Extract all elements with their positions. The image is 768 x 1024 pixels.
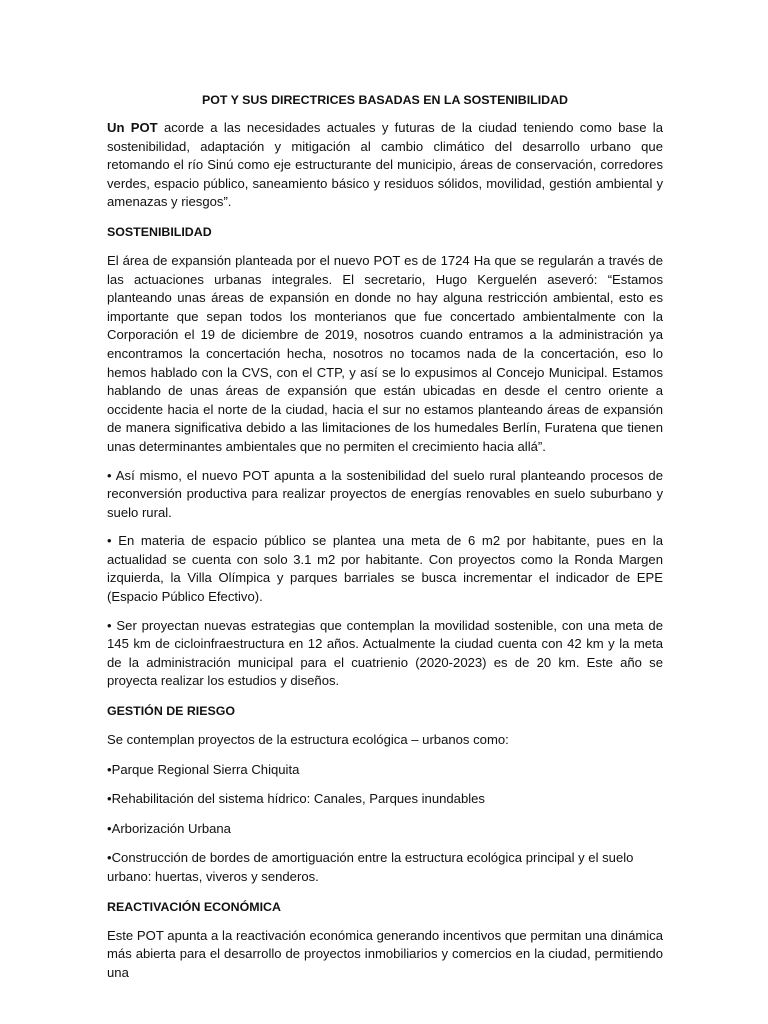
sostenibilidad-bullet-espacio-publico: • En materia de espacio público se plantea una meta de 6 m2 por habitante, pues en la actualidad se cuenta con solo 3.1 m2 por habitante. Con proyectos como la Ronda Margen izquierda, la Villa Olímpica y parques barriales se busca incrementar el indicador de EPE (Espacio Público Efectivo). bbox=[107, 533, 663, 605]
reactivacion-paragraph: Este POT apunta a la reactivación económica generando incentivos que permitan una dinámica más abierta para el desarrollo de proyectos inmobiliarios y comercios en la ciudad, permitiendo una bbox=[107, 927, 663, 980]
document-title: POT Y SUS DIRECTRICES BASADAS EN LA SOSTENIBILIDAD bbox=[201, 93, 569, 107]
section-heading-reactivacion: REACTIVACIÓN ECONÓMICA bbox=[107, 899, 281, 914]
gestion-riesgo-item: •Construcción de bordes de amortiguación entre la estructura ecológica principal y el suelo urbano: huertas, viveros y senderos. bbox=[107, 850, 634, 884]
gestion-riesgo-item: •Parque Regional Sierra Chiquita bbox=[107, 761, 300, 777]
intro-lead: Un POT bbox=[107, 120, 158, 135]
sostenibilidad-bullet-movilidad: • Ser proyectan nuevas estrategias que contemplan la movilidad sostenible, con una meta de 145 km de cicloinfraestructura en 12 años. Actualmente la ciudad cuenta con 42 km y la meta de la administración municipal para el cuatrienio (2020-2023) es de 20 km. Este año se proyecta realizar los estudios y diseños. bbox=[107, 617, 663, 689]
section-heading-gestion-riesgo: GESTIÓN DE RIESGO bbox=[107, 704, 236, 719]
intro-text: acorde a las necesidades actuales y futuras de la ciudad teniendo como base la sostenibilidad, adaptación y mitigación al cambio climático del desarrollo urbano que retomando el río Sinú como eje estructurante del municipio, áreas de conservación, corredores verdes, espacio público, saneamiento básico y residuos sólidos, movilidad, gestión ambiental y amenazas y riesgos”. bbox=[107, 120, 663, 210]
gestion-riesgo-item: •Rehabilitación del sistema hídrico: Canales, Parques inundables bbox=[107, 791, 485, 807]
intro-paragraph bbox=[107, 119, 663, 212]
sostenibilidad-bullet-rural: • Así mismo, el nuevo POT apunta a la sostenibilidad del suelo rural planteando procesos de reconversión productiva para realizar proyectos de energías renovables en suelo suburbano y suelo rural. bbox=[107, 467, 663, 520]
gestion-riesgo-intro: Se contemplan proyectos de la estructura ecológica – urbanos como: bbox=[107, 732, 509, 748]
section-heading-sostenibilidad: SOSTENIBILIDAD bbox=[107, 224, 212, 239]
sostenibilidad-paragraph: El área de expansión planteada por el nuevo POT es de 1724 Ha que se regularán a través de las actuaciones urbanas integrales. El secretario, Hugo Kerguelén aseveró: “Estamos planteando unas áreas de expansión en donde no hay alguna restricción ambiental, esto es importante que sepan todos los monterianos que fue concertado ambientalmente con la Corporación el 19 de diciembre de 2019, nosotros cuando entramos a la administración ya encontramos la concertación hecha, nosotros no tocamos nada de la concertación, eso lo hemos hablado con la CVS, con el CTP, y así se lo expusimos al Concejo Municipal. Estamos hablando de unas áreas de expansión que están ubicadas en desde el centro oriente a occidente hacia el norte de la ciudad, hacia el sur no estamos planteando áreas de expansión de manera significativa debido a las limitaciones de los humedales Berlín, Furatena que tienen unas determinantes ambientales que no permiten el crecimiento hacia allá”. bbox=[107, 252, 663, 454]
gestion-riesgo-item: •Arborización Urbana bbox=[107, 820, 231, 836]
